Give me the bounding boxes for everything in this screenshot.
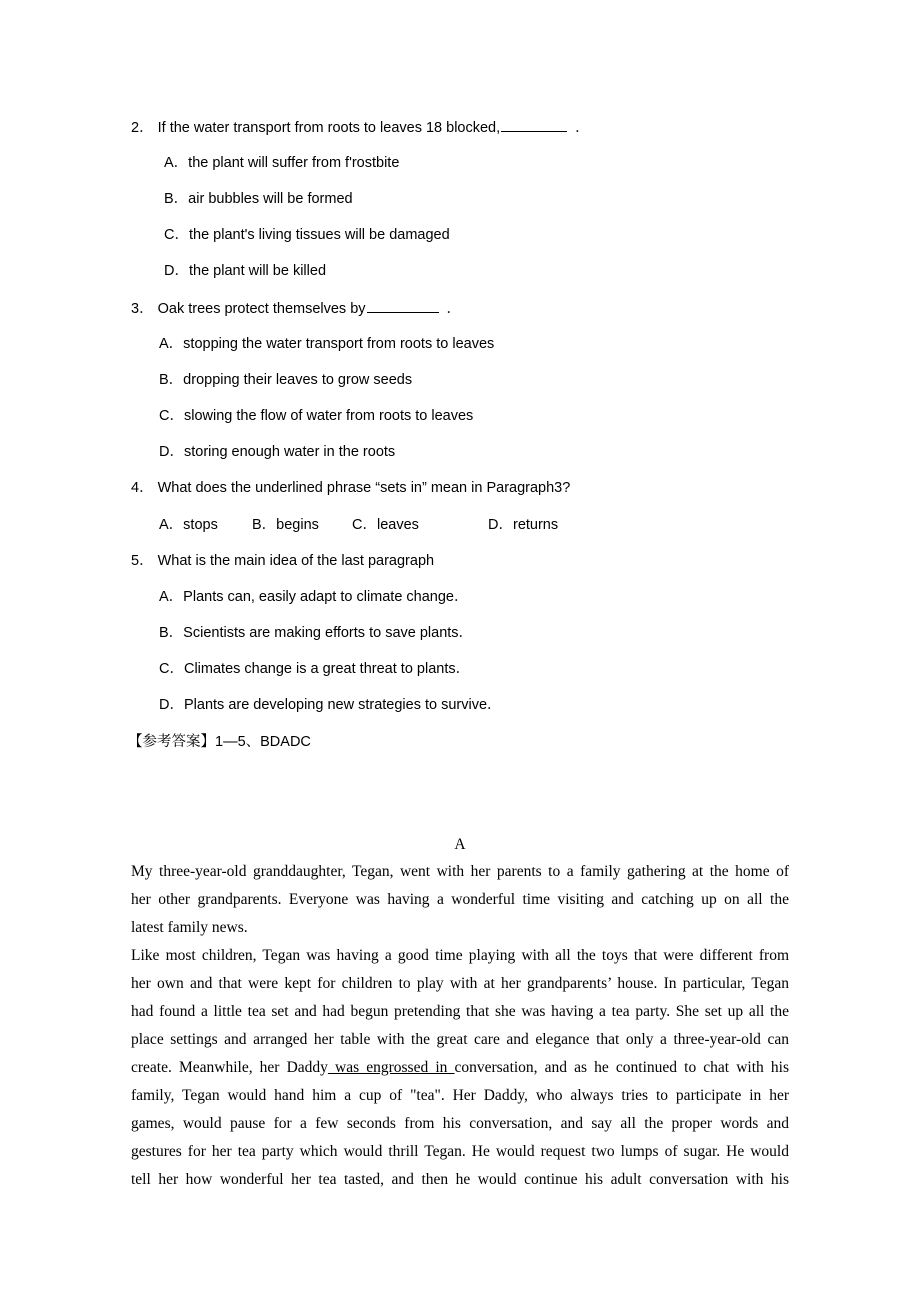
text-line: tell her how wonderful her tea tasted, and then he would continue his adult conversation with his: [131, 1171, 789, 1188]
option-text: Plants can, easily adapt to climate change．: [183, 589, 469, 605]
question-3-option-a: [159, 334, 494, 354]
option-letter: D．: [159, 697, 184, 713]
text-line: games, would pause for a few seconds from his conversation, and say all the proper words and: [131, 1115, 789, 1132]
passage-paragraph-1: [131, 858, 789, 942]
option-letter: A．: [159, 517, 184, 533]
option-text: begins: [276, 517, 319, 533]
question-number: 2．: [131, 120, 154, 136]
question-5-option-c: [159, 659, 470, 679]
question-5-stem: [131, 551, 434, 571]
option-text: the plant's living tissues will be damaged: [188, 227, 450, 243]
answer-key: [128, 732, 311, 752]
text-line: place settings and arranged her table with the great care and elegance that only a three-year-old can: [131, 1031, 789, 1048]
question-3-option-d: [159, 442, 395, 462]
question-text: What does the underlined phrase “sets in” mean in Paragraph3?: [157, 480, 571, 496]
question-5-option-a: [159, 587, 469, 607]
option-letter: A．: [164, 155, 189, 171]
question-5-option-d: [159, 695, 502, 715]
option-letter: B．: [159, 372, 184, 388]
option-text: stops: [183, 517, 218, 533]
question-3-option-b: [159, 370, 412, 390]
question-3-stem: [131, 298, 461, 319]
question-number: 4．: [131, 480, 154, 496]
option-letter: C．: [164, 227, 189, 243]
question-text: Oak trees protect themselves by: [157, 301, 366, 317]
underlined-phrase: was engrossed in: [327, 1059, 455, 1076]
question-3-option-c: [159, 406, 473, 426]
answer-key-value: 1—5、BDADC: [215, 734, 311, 750]
question-2-option-b: [164, 189, 353, 209]
option-text: slowing the flow of water from roots to leaves: [183, 408, 474, 424]
option-text: the plant will be killed: [188, 263, 327, 279]
option-text: leaves: [376, 517, 419, 533]
option-letter: B．: [164, 191, 189, 207]
text-segment: conversation, and as he continued to chat with his: [454, 1059, 789, 1076]
text-line: family, Tegan would hand him a cup of "tea". Her Daddy, who always tries to participate in her: [131, 1087, 789, 1104]
question-text: What is the main idea of the last paragraph: [157, 553, 435, 569]
question-number: 3．: [131, 301, 154, 317]
option-text: Climates change is a great threat to plants．: [183, 661, 471, 677]
question-4-stem: [131, 478, 570, 498]
option-letter: C．: [159, 661, 184, 677]
question-5-option-b: [159, 623, 473, 643]
text-segment: create. Meanwhile, her Daddy: [131, 1059, 328, 1076]
option-letter: B．: [252, 517, 277, 533]
text-line: her other grandparents. Everyone was having a wonderful time visiting and catching up on all the: [131, 891, 789, 908]
text-line-with-underline: [131, 1054, 789, 1082]
option-letter: D．: [164, 263, 189, 279]
question-2-option-a: [164, 153, 399, 173]
question-2-option-c: [164, 225, 450, 245]
text-line: My three-year-old granddaughter, Tegan, went with her parents to a family gathering at the home of: [131, 863, 789, 880]
option-letter: A．: [159, 589, 184, 605]
option-letter: D．: [488, 517, 513, 533]
option-letter: B．: [159, 625, 184, 641]
text-line: latest family news.: [131, 919, 248, 936]
question-number: 5．: [131, 553, 154, 569]
answer-blank: [501, 117, 567, 132]
option-text: storing enough water in the roots: [183, 444, 396, 460]
option-letter: C．: [159, 408, 184, 424]
question-4-option-a: [159, 515, 218, 535]
passage-paragraph-2: [131, 942, 789, 1194]
answer-blank: [367, 298, 439, 313]
question-2-stem: [131, 117, 590, 138]
text-line: gestures for her tea party which would thrill Tegan. He would request two lumps of sugar. He would: [131, 1143, 789, 1160]
period: ．: [446, 301, 462, 317]
option-letter: D．: [159, 444, 184, 460]
option-text: stopping the water transport from roots to leaves: [183, 336, 495, 352]
period: ．: [575, 120, 590, 136]
option-text: air bubbles will be formed: [188, 191, 353, 207]
option-text: Scientists are making efforts to save plants．: [183, 625, 474, 641]
option-text: returns: [512, 517, 559, 533]
question-4-option-c: [352, 515, 419, 535]
question-4-option-b: [252, 515, 319, 535]
option-letter: C．: [352, 517, 377, 533]
option-letter: A．: [159, 336, 184, 352]
text-line: Like most children, Tegan was having a good time playing with all the toys that were different from: [131, 947, 789, 964]
option-text: the plant will suffer from f'rostbite: [188, 155, 400, 171]
question-2-option-d: [164, 261, 326, 281]
question-text: If the water transport from roots to leaves 18 blocked,: [157, 120, 501, 136]
option-text: Plants are developing new strategies to survive．: [183, 697, 502, 713]
text-line: her own and that were kept for children to play with at her grandparents’ house. In particular, Tegan: [131, 975, 789, 992]
text-line: had found a little tea set and had begun pretending that she was having a tea party. She set up all the: [131, 1003, 789, 1020]
option-text: dropping their leaves to grow seeds: [183, 372, 413, 388]
question-4-option-d: [488, 515, 558, 535]
answer-key-label: 【参考答案】: [128, 734, 215, 750]
passage-title: A: [454, 836, 466, 853]
